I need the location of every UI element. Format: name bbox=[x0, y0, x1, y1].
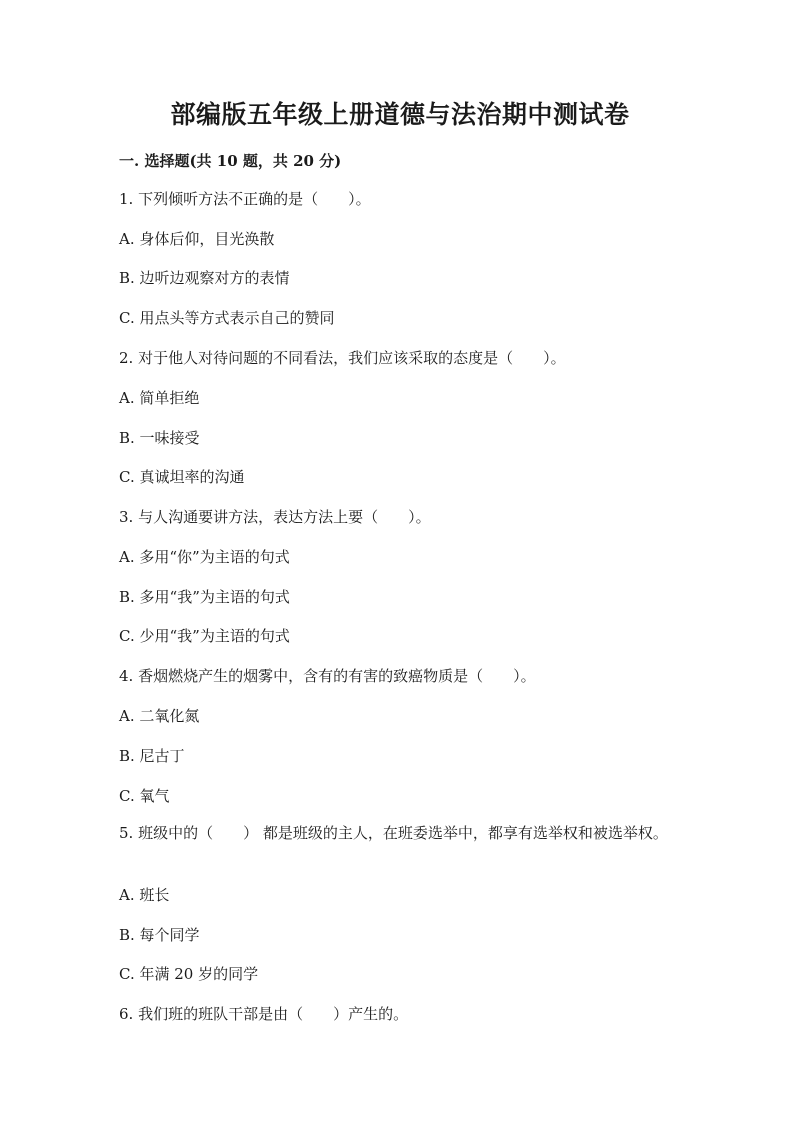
question-5-option-c: C. 年满 20 岁的同学 bbox=[119, 965, 259, 983]
question-2-stem: 2. 对于他人对待问题的不同看法，我们应该采取的态度是（ ）。 bbox=[119, 349, 566, 367]
question-4-option-a: A. 二氧化氮 bbox=[119, 707, 200, 725]
question-3-option-b: B. 多用“我”为主语的句式 bbox=[119, 588, 290, 606]
question-4-option-b: B. 尼古丁 bbox=[119, 747, 185, 765]
question-2-option-c: C. 真诚坦率的沟通 bbox=[119, 468, 245, 486]
question-5-option-a: A. 班长 bbox=[119, 886, 170, 904]
question-3-option-a: A. 多用“你”为主语的句式 bbox=[119, 548, 290, 566]
question-1-option-a: A. 身体后仰，目光涣散 bbox=[119, 230, 275, 248]
question-6-stem: 6. 我们班的班队干部是由（ ）产生的。 bbox=[119, 1005, 409, 1023]
question-5-stem: 5. 班级中的（ ） 都是班级的主人，在班委选举中，都享有选举权和被选举权。 bbox=[119, 824, 668, 842]
section-heading: 一. 选择题(共 10 题，共 20 分) bbox=[119, 152, 342, 170]
question-1-option-c: C. 用点头等方式表示自己的赞同 bbox=[119, 309, 335, 327]
question-5-option-b: B. 每个同学 bbox=[119, 926, 200, 944]
question-1-stem: 1. 下列倾听方法不正确的是（ ）。 bbox=[119, 190, 371, 208]
question-4-option-c: C. 氧气 bbox=[119, 787, 170, 805]
page-title: 部编版五年级上册道德与法治期中测试卷 bbox=[170, 100, 630, 129]
question-3-stem: 3. 与人沟通要讲方法，表达方法上要（ ）。 bbox=[119, 508, 431, 526]
question-2-option-b: B. 一味接受 bbox=[119, 429, 200, 447]
question-1-option-b: B. 边听边观察对方的表情 bbox=[119, 269, 290, 287]
question-2-option-a: A. 简单拒绝 bbox=[119, 389, 200, 407]
question-3-option-c: C. 少用“我”为主语的句式 bbox=[119, 627, 290, 645]
question-4-stem: 4. 香烟燃烧产生的烟雾中，含有的有害的致癌物质是（ ）。 bbox=[119, 667, 536, 685]
